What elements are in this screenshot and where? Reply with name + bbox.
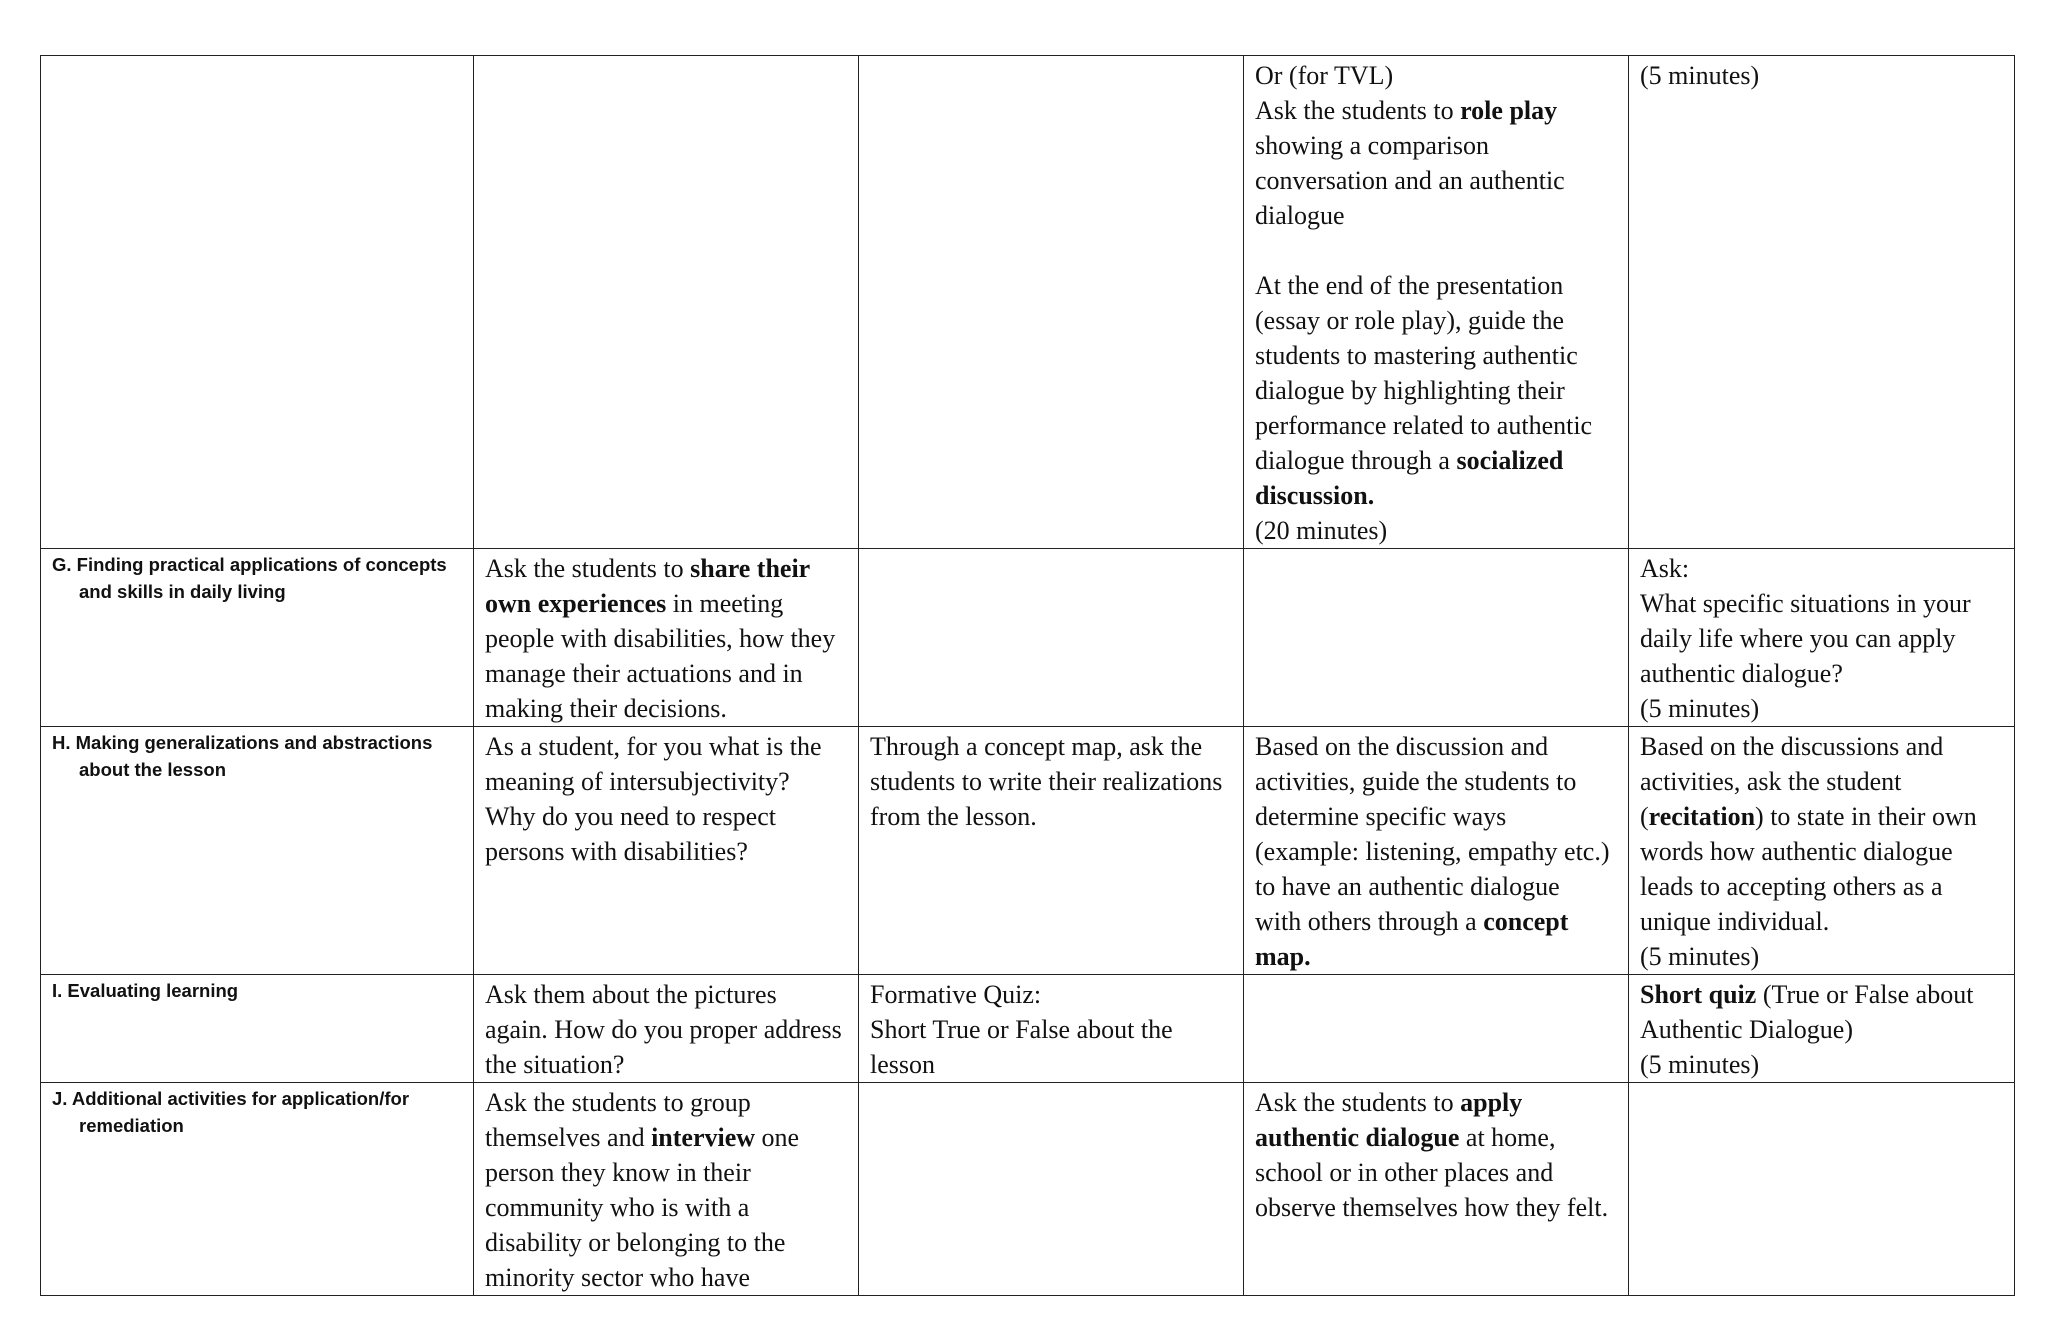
text-line [485,656,848,691]
text-line [1255,904,1618,939]
text-run: in meeting [666,589,784,618]
cell [1244,975,1629,1083]
text-line [1640,1047,2004,1082]
row-label-text: G. Finding practical applications of concepts and skills in daily living [52,554,447,602]
cell [474,56,859,549]
cell [474,727,859,975]
text-line [1255,58,1618,93]
text-run: again. How do you proper address [485,1015,842,1044]
text-run: students to mastering authentic [1255,341,1578,370]
bold-text: role play [1460,96,1558,125]
cell [1629,975,2015,1083]
row-label [41,727,474,975]
cell [1629,56,2015,549]
lesson-plan-table [40,55,2015,1296]
text-run: Why do you need to respect [485,802,776,831]
text-line [1640,621,2004,656]
text-run: manage their actuations and in [485,659,803,688]
cell [1244,56,1629,549]
text-line [1640,834,2004,869]
text-run: the situation? [485,1050,625,1079]
text-run: (essay or role play), guide the [1255,306,1565,335]
text-run: (20 minutes) [1255,516,1388,545]
text-line [1255,1190,1618,1225]
text-run: students to write their realizations [870,767,1223,796]
text-line [485,1260,848,1295]
bold-text: discussion. [1255,481,1375,510]
text-run: (5 minutes) [1640,61,1760,90]
bold-text: share their [690,554,811,583]
text-line [1255,478,1618,513]
row-label-text: I. Evaluating learning [52,980,239,1001]
text-run: conversation and an authentic [1255,166,1565,195]
text-line [1255,939,1618,974]
table-row-j [41,1083,2015,1296]
bold-text: recitation [1648,802,1756,831]
text-line [1640,764,2004,799]
text-run: At the end of the presentation [1255,271,1564,300]
text-run: lesson [870,1050,935,1079]
text-line [1640,939,2004,974]
text-run: Authentic Dialogue) [1640,1015,1853,1044]
text-line [485,621,848,656]
text-run: persons with disabilities? [485,837,748,866]
text-line [1255,834,1618,869]
text-run: Ask the students to [1255,96,1461,125]
text-run: showing a comparison [1255,131,1489,160]
bold-text: concept [1483,907,1569,936]
bold-text: own experiences [485,589,667,618]
text-line [485,691,848,726]
cell [1629,549,2015,727]
text-line [485,586,848,621]
text-run: dialogue through a [1255,446,1457,475]
text-run: (5 minutes) [1640,942,1760,971]
text-line [1255,729,1618,764]
text-run: determine specific ways [1255,802,1507,831]
row-label-text: J. Additional activities for application/for remediation [52,1088,410,1136]
text-line [1255,93,1618,128]
text-line [1640,799,2004,834]
text-line [1640,977,2004,1012]
text-line [1255,198,1618,233]
text-line [1640,1012,2004,1047]
bold-text: authentic dialogue [1255,1123,1460,1152]
text-run: Through a concept map, ask the [870,732,1203,761]
text-run: daily life where you can apply [1640,624,1956,653]
text-line [1255,1155,1618,1190]
cell [1244,727,1629,975]
bold-text: apply [1460,1088,1523,1117]
text-line [485,1047,848,1082]
text-line [1255,338,1618,373]
text-run: activities, guide the students to [1255,767,1577,796]
text-run: people with disabilities, how they [485,624,836,653]
text-run: from the lesson. [870,802,1037,831]
cell [859,1083,1244,1296]
text-line [1255,408,1618,443]
text-line [485,551,848,586]
text-line [485,1012,848,1047]
text-run: making their decisions. [485,694,727,723]
text-line [870,799,1233,834]
text-line [1640,656,2004,691]
text-line [1255,869,1618,904]
text-run: dialogue [1255,201,1345,230]
text-line [1255,373,1618,408]
text-run: words how authentic dialogue [1640,837,1953,866]
table-row-g [41,549,2015,727]
row-label [41,1083,474,1296]
text-run: Ask the students to [1255,1088,1461,1117]
cell [859,975,1244,1083]
text-line [1255,1120,1618,1155]
text-line [870,1012,1233,1047]
cell [1629,727,2015,975]
cell [859,56,1244,549]
text-run: Ask the students to group [485,1088,751,1117]
text-run: Ask them about the pictures [485,980,777,1009]
text-run: (example: listening, empathy etc.) [1255,837,1610,866]
text-run: As a student, for you what is the [485,732,822,761]
cell [474,1083,859,1296]
text-run: with others through a [1255,907,1484,936]
text-run: disability or belonging to the [485,1228,786,1257]
table-row-h [41,727,2015,975]
bold-text: Short quiz [1640,980,1757,1009]
table-row-i [41,975,2015,1083]
row-label [41,975,474,1083]
text-run: (True or False about [1756,980,1974,1009]
text-line [1255,764,1618,799]
text-run: person they know in their [485,1158,751,1187]
text-line [485,799,848,834]
text-run: activities, ask the student [1640,767,1902,796]
text-line [485,1225,848,1260]
text-line [485,1085,848,1120]
text-line [1255,268,1618,303]
text-run: What specific situations in your [1640,589,1971,618]
cell [1629,1083,2015,1296]
text-run: at home, [1459,1123,1556,1152]
cell [1244,549,1629,727]
text-line [485,1190,848,1225]
text-line [870,764,1233,799]
text-line [870,977,1233,1012]
text-run: (5 minutes) [1640,694,1760,723]
bold-text: interview [651,1123,756,1152]
text-line [485,1120,848,1155]
text-run: authentic dialogue? [1640,659,1843,688]
text-run: one [755,1123,800,1152]
text-line [1255,303,1618,338]
cell [859,549,1244,727]
text-line [1255,163,1618,198]
text-run: Formative Quiz: [870,980,1042,1009]
row-label-text: H. Making generalizations and abstractions about the lesson [52,732,433,780]
text-run: performance related to authentic [1255,411,1593,440]
cell [474,975,859,1083]
text-line [1255,513,1618,548]
text-line [1255,799,1618,834]
row-label [41,56,474,549]
text-run: Based on the discussion and [1255,732,1549,761]
text-run: ( [1640,802,1649,831]
text-run: community who is with a [485,1193,750,1222]
text-run: observe themselves how they felt. [1255,1193,1609,1222]
text-run: Based on the discussions and [1640,732,1944,761]
text-line [485,834,848,869]
text-run: to have an authentic dialogue [1255,872,1560,901]
text-line [485,764,848,799]
cell [474,549,859,727]
text-line [1640,904,2004,939]
text-run: meaning of intersubjectivity? [485,767,790,796]
text-line [1640,691,2004,726]
cell [1244,1083,1629,1296]
text-run: Ask the students to [485,554,691,583]
text-line [1640,586,2004,621]
text-run: leads to accepting others as a [1640,872,1943,901]
text-line [1640,551,2004,586]
text-line [1640,729,2004,764]
text-run: Short True or False about the [870,1015,1173,1044]
text-line [1640,58,2004,93]
text-run: themselves and [485,1123,652,1152]
text-run: school or in other places and [1255,1158,1554,1187]
text-line [1255,128,1618,163]
row-label [41,549,474,727]
text-line [870,1047,1233,1082]
text-run: unique individual. [1640,907,1830,936]
text-line [870,729,1233,764]
cell [859,727,1244,975]
paragraph-gap [1255,233,1618,268]
text-run: minority sector who have [485,1263,750,1292]
text-line [1640,869,2004,904]
text-run: ) to state in their own [1755,802,1977,831]
text-line [485,1155,848,1190]
text-run: Or (for TVL) [1255,61,1394,90]
text-run: Ask: [1640,554,1690,583]
bold-text: socialized [1456,446,1564,475]
text-line [485,977,848,1012]
text-line [485,729,848,764]
text-line [1255,443,1618,478]
text-run: dialogue by highlighting their [1255,376,1565,405]
text-run: (5 minutes) [1640,1050,1760,1079]
text-line [1255,1085,1618,1120]
bold-text: map. [1255,942,1311,971]
table-row-continuation [41,56,2015,549]
